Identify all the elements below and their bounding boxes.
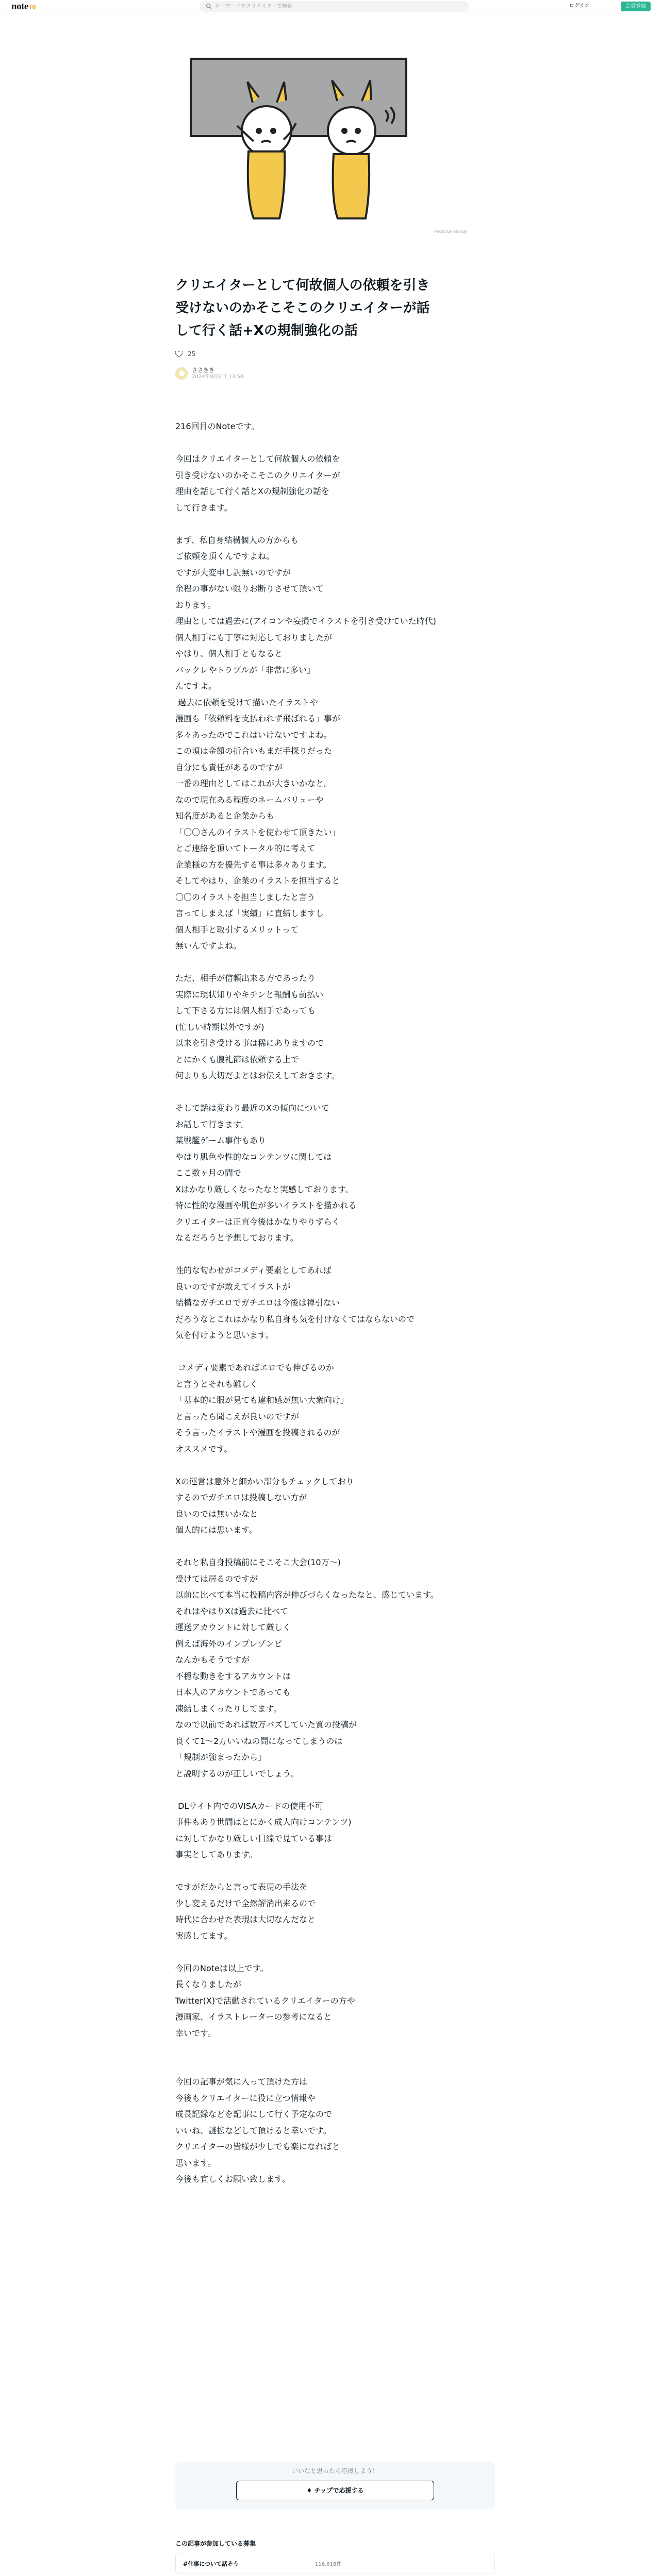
body-paragraph: 企業様の方を優先する事は多々あります。: [175, 859, 332, 870]
body-paragraph: 216回目のNoteです。: [175, 421, 260, 431]
author-block[interactable]: [175, 367, 243, 380]
body-paragraph: 今回の記事が気に入って頂けた方は: [175, 2077, 308, 2087]
like-count[interactable]: 25: [188, 350, 196, 358]
contest-card[interactable]: [175, 2553, 495, 2573]
article-title: [175, 274, 495, 342]
heart-icon[interactable]: [175, 351, 183, 358]
blank-line: [175, 2058, 495, 2074]
title-line: クリエイターとして何故個人の依頼を引き: [175, 278, 430, 293]
body-paragraph: 性的な匂わせがコメディ要素としてあれば: [175, 1265, 332, 1275]
body-paragraph: 個人相手にも丁寧に対応しておりましたが: [175, 632, 333, 642]
body-paragraph: 以来を引き受ける事は稀にありますので: [175, 1038, 324, 1048]
body-paragraph: なんかもそうですが: [175, 1655, 250, 1665]
body-paragraph: 何よりも大切だよとはお伝えしておきます。: [175, 1071, 340, 1080]
body-paragraph: DLサイト内でのVISAカードの使用不可: [175, 1801, 323, 1811]
body-paragraph: おります。: [175, 600, 216, 610]
blank-line: [175, 1457, 495, 1473]
blank-line: [175, 1944, 495, 1960]
article-body: [175, 418, 495, 2188]
body-paragraph: なので以前であれば数万バズしていた質の投稿が: [175, 1720, 357, 1730]
body-paragraph: するのでガチエロは投稿しない方が: [175, 1493, 307, 1502]
body-paragraph: 事実としてあります。: [175, 1850, 257, 1859]
body-paragraph: 理由としては過去に(アイコンや妄撮でイラストを引き受けていた時代): [175, 616, 436, 626]
body-paragraph: そしてやはり、企業のイラストを担当すると: [175, 876, 340, 886]
body-paragraph: とご連絡を頂いてトータル的に考えて: [175, 843, 316, 853]
title-line: して行く話+Xの規制強化の話: [175, 323, 358, 338]
author-name[interactable]: ささきき: [192, 367, 214, 374]
body-paragraph: 漫画家、イラストレーターの参考になると: [175, 2012, 332, 2022]
body-paragraph: そう言ったイラストや漫画を投稿されるのが: [175, 1428, 340, 1437]
body-paragraph: そして話は変わり最近のXの傾向について: [175, 1103, 329, 1113]
body-paragraph: と言ったら聞こえが良いのですが: [175, 1411, 300, 1421]
body-paragraph: 時代に合わせた表現は大切なんだなと: [175, 1914, 316, 1924]
hero-illustration: [176, 54, 486, 239]
search-icon: [206, 3, 212, 9]
body-paragraph: それと私自身投稿前にそこそこ大会(10万〜): [175, 1557, 341, 1567]
body-paragraph: 良いのでは無いかなと: [175, 1509, 258, 1519]
body-paragraph: 漫画も「依頼料を支払われず飛ばれる」事が: [175, 714, 341, 723]
body-paragraph: 「規制が強まったから」: [175, 1752, 267, 1762]
body-paragraph: 気を付けようと思います。: [175, 1330, 274, 1340]
top-like-row: [175, 350, 195, 358]
body-paragraph: 凍結しまくったりしてます。: [175, 1703, 282, 1714]
body-paragraph: ですがだからと言って表現の手法を: [175, 1882, 308, 1892]
body-paragraph: ただ、相手が信頼出来る方であったり: [175, 973, 316, 983]
body-paragraph: 長くなりましたが: [175, 1979, 242, 1989]
body-paragraph: 今後も宜しくお願い致します。: [175, 2174, 290, 2184]
body-paragraph: それはやはりXは過去に比べて: [175, 1606, 288, 1616]
tip-icon: ♦: [306, 2487, 315, 2494]
body-paragraph: 運送アカウントに対して厳しく: [175, 1622, 291, 1632]
anniversary-badge: 10: [28, 4, 36, 11]
body-paragraph: 実際に現状知りやキチンと報酬も前払い: [175, 989, 324, 999]
body-paragraph: 成長記録などを記事にして行く予定なので: [175, 2109, 333, 2119]
body-paragraph: この頃は金額の折合いもまだ手探りだった: [175, 746, 333, 756]
body-paragraph: 思います。: [175, 2158, 216, 2168]
body-paragraph: 以前に比べて本当に投稿内容が伸びづらくなったなと、感じています。: [175, 1590, 439, 1600]
blank-line: [175, 435, 495, 451]
body-paragraph: して行きます。: [175, 502, 233, 513]
body-paragraph: 少し変えるだけで全然解消出来るので: [175, 1898, 316, 1908]
blank-line: [175, 1538, 495, 1555]
body-paragraph: 理由を話して行く話とXの規制強化の話を: [175, 486, 329, 496]
signup-button[interactable]: 会員登録: [621, 2, 651, 11]
search-bar[interactable]: [200, 1, 469, 12]
body-paragraph: 自分にも責任があるのですが: [175, 762, 283, 772]
body-paragraph: 実感してます。: [175, 1930, 233, 1941]
blank-line: [175, 1084, 495, 1100]
tip-label: チップで応援する: [314, 2487, 364, 2494]
body-paragraph: と言うとそれも難しく: [175, 1379, 258, 1389]
body-paragraph: んですよ。: [175, 681, 217, 691]
body-paragraph: やはり、個人相手ともなると: [175, 649, 283, 658]
body-paragraph: 無いんですよね。: [175, 941, 242, 951]
login-link[interactable]: ログイン: [569, 3, 590, 9]
body-paragraph: と説明するのが正しいでしょう。: [175, 1768, 300, 1778]
body-paragraph: 「基本的に服が見ても違和感が無い大衆向け」: [175, 1395, 349, 1405]
body-paragraph: 某戦艦ゲーム事件もあり: [175, 1136, 267, 1145]
body-paragraph: 「〇〇さんのイラストを使わせて頂きたい」: [175, 827, 340, 837]
body-paragraph: なるだろうと予想しております。: [175, 1233, 299, 1243]
body-paragraph: まず、私自身結構個人の方からも: [175, 535, 299, 545]
contest-count: 116,618件: [315, 2562, 342, 2567]
body-paragraph: 言ってしまえば「実績」に直結しますし: [175, 908, 324, 918]
body-paragraph: 今後もクリエイターに役に立つ情報や: [175, 2093, 316, 2103]
body-paragraph: 知名度があると企業からも: [175, 811, 275, 821]
blank-line: [175, 954, 495, 971]
body-paragraph: 個人相手と取引するメリットって: [175, 924, 299, 935]
body-paragraph: 個人的には思います。: [175, 1525, 257, 1535]
blank-line: [175, 2041, 495, 2058]
body-paragraph: 不穏な動きをするアカウントは: [175, 1671, 291, 1681]
body-paragraph: 事件もあり世間はとにかく成人向けコンテンツ): [175, 1817, 352, 1827]
body-paragraph: 良くて1〜2万いいねの間になってしまうのは: [175, 1736, 343, 1746]
body-paragraph: して下さる方には個人相手であっても: [175, 1006, 316, 1015]
body-paragraph: ご依頼を頂くんですよね。: [175, 551, 275, 561]
logo-text: note: [11, 1, 28, 12]
body-paragraph: コメディ要素であればエロでも伸びるのか: [175, 1363, 334, 1372]
body-paragraph: オススメです。: [175, 1444, 233, 1454]
body-paragraph: Twitter(X)で活動されているクリエイターの方や: [175, 1995, 355, 2006]
body-paragraph: ですが大変申し訳無いのですが: [175, 567, 291, 578]
title-line: 受けないのかそこそこのクリエイターが話: [175, 300, 430, 316]
note-logo[interactable]: [11, 2, 36, 13]
body-paragraph: クリエイターは正直今後はかなりやりずらく: [175, 1216, 340, 1227]
body-paragraph: 結構なガチエロでガチエロは今後は禅引ない: [175, 1298, 340, 1308]
body-paragraph: やはり肌色や性的なコンテンツに関しては: [175, 1151, 332, 1162]
body-paragraph: に対してかなり厳しい目線で見ている事は: [175, 1833, 333, 1843]
body-paragraph: なので現在ある程度のネームバリューや: [175, 794, 324, 805]
body-paragraph: だろうなとこれはかなり私自身も気を付けなくてはならないので: [175, 1314, 415, 1324]
body-paragraph: お話して行きます。: [175, 1119, 249, 1129]
body-paragraph: ここ数ヶ月の間で: [175, 1168, 242, 1178]
body-paragraph: 特に性的な漫画や肌色が多いイラストを描かれる: [175, 1200, 357, 1210]
body-paragraph: 受けては居るのですが: [175, 1573, 258, 1584]
body-paragraph: 余程の事がない限りお断りさせて頂いて: [175, 584, 324, 594]
support-message: いいなと思ったら応援しよう！: [291, 2467, 378, 2475]
support-box: [175, 2462, 495, 2510]
body-paragraph: クリエイターの皆様が少しでも楽になればと: [175, 2142, 340, 2151]
body-paragraph: (忙しい時期以外ですが): [175, 1022, 264, 1032]
avatar[interactable]: [175, 367, 188, 380]
body-paragraph: 良いのですが敢えてイラストが: [175, 1281, 291, 1292]
blank-line: [175, 1782, 495, 1798]
body-paragraph: 引き受けないのかそこそこのクリエイターが: [175, 470, 340, 480]
search-placeholder: キーワードやクリエイターで検索: [215, 4, 292, 9]
body-paragraph: 今回はクリエイターとして何故個人の依頼を: [175, 454, 340, 464]
contest-title: #仕事について話そう: [183, 2561, 239, 2567]
site-header: [0, 0, 662, 13]
body-paragraph: 幸いです。: [175, 2028, 216, 2038]
body-paragraph: 過去に依頼を受けて描いたイラストや: [175, 697, 318, 707]
contest-heading: この記事が参加している募集: [175, 2540, 256, 2547]
body-paragraph: 多々あったのでこれはいけないですよね。: [175, 730, 332, 740]
blank-line: [175, 516, 495, 532]
body-paragraph: 一番の理由としてはこれが大きいかなと。: [175, 778, 333, 788]
photo-credit: Photo by shindy: [434, 229, 468, 234]
body-paragraph: いいね、謎拡などして頂けると幸いです。: [175, 2125, 332, 2136]
body-paragraph: Xの運営は意外と細かい部分もチェックしており: [175, 1476, 354, 1486]
body-paragraph: 例えば海外のインプレゾンビ: [175, 1638, 283, 1649]
body-paragraph: 今回のNoteは以上です。: [175, 1963, 269, 1973]
blank-line: [175, 1863, 495, 1879]
blank-line: [175, 1246, 495, 1263]
blank-line: [175, 1344, 495, 1360]
body-paragraph: Xはかなり厳しくなったなと実感しております。: [175, 1184, 354, 1194]
body-paragraph: 日本人のアカウントであっても: [175, 1687, 291, 1697]
tip-button[interactable]: [236, 2481, 434, 2500]
body-paragraph: とにかくも腹礼節は依頼する上で: [175, 1054, 300, 1064]
publish-date: 2024年8月2日 13:50: [192, 374, 244, 380]
body-paragraph: バックレやトラブルが「非常に多い」: [175, 665, 316, 675]
body-paragraph: 〇〇のイラストを担当しましたと言う: [175, 892, 316, 902]
